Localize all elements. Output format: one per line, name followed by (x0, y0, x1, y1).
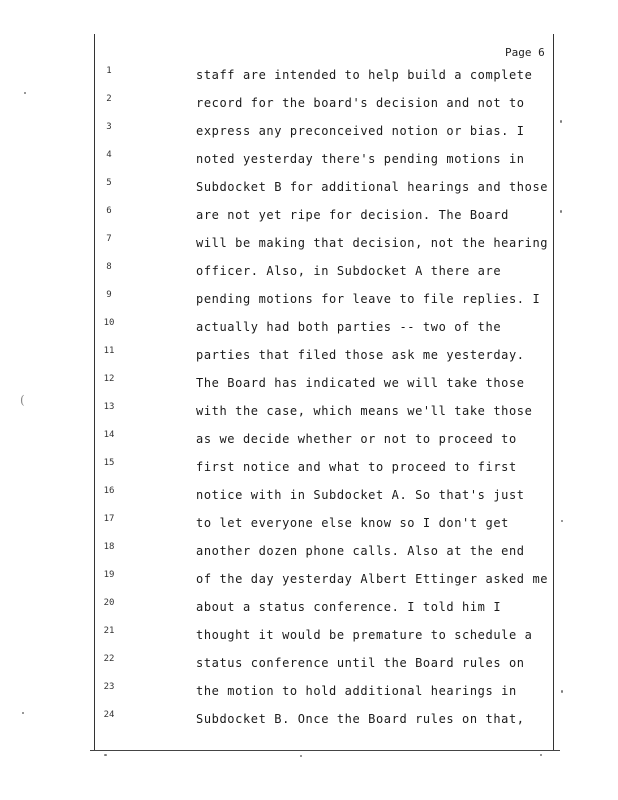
transcript-line: Subdocket B for additional hearings and those (196, 180, 549, 194)
transcript-line: are not yet ripe for decision. The Board (196, 208, 509, 222)
line-number: 5 (106, 178, 112, 188)
transcript-line: another dozen phone calls. Also at the end (196, 544, 525, 558)
scan-speck (561, 690, 563, 693)
transcript-line: staff are intended to help build a complete (196, 68, 533, 82)
transcript-line: officer. Also, in Subdocket A there are (196, 264, 502, 278)
line-number: 3 (106, 122, 112, 132)
line-number: 1 (106, 66, 112, 76)
line-number: 18 (103, 542, 115, 552)
transcript-line: actually had both parties -- two of the (196, 320, 502, 334)
line-number: 7 (106, 234, 112, 244)
transcript-line: to let everyone else know so I don't get (196, 516, 509, 530)
line-number: 17 (103, 514, 115, 524)
line-number: 24 (103, 710, 115, 720)
line-number: 11 (103, 346, 115, 356)
transcript-line: of the day yesterday Albert Ettinger asked me (196, 572, 549, 586)
transcript-page-frame (94, 34, 554, 750)
transcript-line: Subdocket B. Once the Board rules on that, (196, 712, 525, 726)
bottom-rule (90, 750, 560, 751)
line-number: 20 (103, 598, 115, 608)
line-number: 8 (106, 262, 112, 272)
transcript-line: parties that filed those ask me yesterday. (196, 348, 525, 362)
transcript-line: as we decide whether or not to proceed to (196, 432, 517, 446)
transcript-line: first notice and what to proceed to first (196, 460, 517, 474)
transcript-line: the motion to hold additional hearings in (196, 684, 517, 698)
scan-speck (24, 92, 26, 94)
line-number: 4 (106, 150, 112, 160)
transcript-line: about a status conference. I told him I (196, 600, 502, 614)
line-number: 13 (103, 402, 115, 412)
transcript-line: noted yesterday there's pending motions in (196, 152, 525, 166)
line-number: 19 (103, 570, 115, 580)
scan-speck (560, 120, 562, 123)
transcript-line: notice with in Subdocket A. So that's just (196, 488, 525, 502)
scan-speck (104, 754, 107, 756)
line-number: 16 (103, 486, 115, 496)
line-number: 9 (106, 290, 112, 300)
transcript-line: The Board has indicated we will take those (196, 376, 525, 390)
scan-speck (300, 755, 302, 757)
line-number: 14 (103, 430, 115, 440)
line-number: 10 (103, 318, 115, 328)
transcript-line: will be making that decision, not the hearing (196, 236, 549, 250)
transcript-line: express any preconceived notion or bias. I (196, 124, 525, 138)
scan-speck (560, 210, 562, 213)
transcript-line: with the case, which means we'll take those (196, 404, 533, 418)
scan-speck (540, 754, 542, 756)
transcript-line: status conference until the Board rules on (196, 656, 525, 670)
scan-speck (561, 520, 563, 522)
transcript-line: pending motions for leave to file replies. I (196, 292, 541, 306)
line-number: 23 (103, 682, 115, 692)
line-number: 22 (103, 654, 115, 664)
line-number: 6 (106, 206, 112, 216)
transcript-line: record for the board's decision and not to (196, 96, 525, 110)
punch-hole-mark: ( (20, 393, 25, 407)
line-number: 12 (103, 374, 115, 384)
scan-speck (22, 712, 24, 714)
page-number: Page 6 (505, 46, 545, 59)
line-number: 2 (106, 94, 112, 104)
line-number: 15 (103, 458, 115, 468)
line-number: 21 (103, 626, 115, 636)
transcript-line: thought it would be premature to schedule a (196, 628, 533, 642)
